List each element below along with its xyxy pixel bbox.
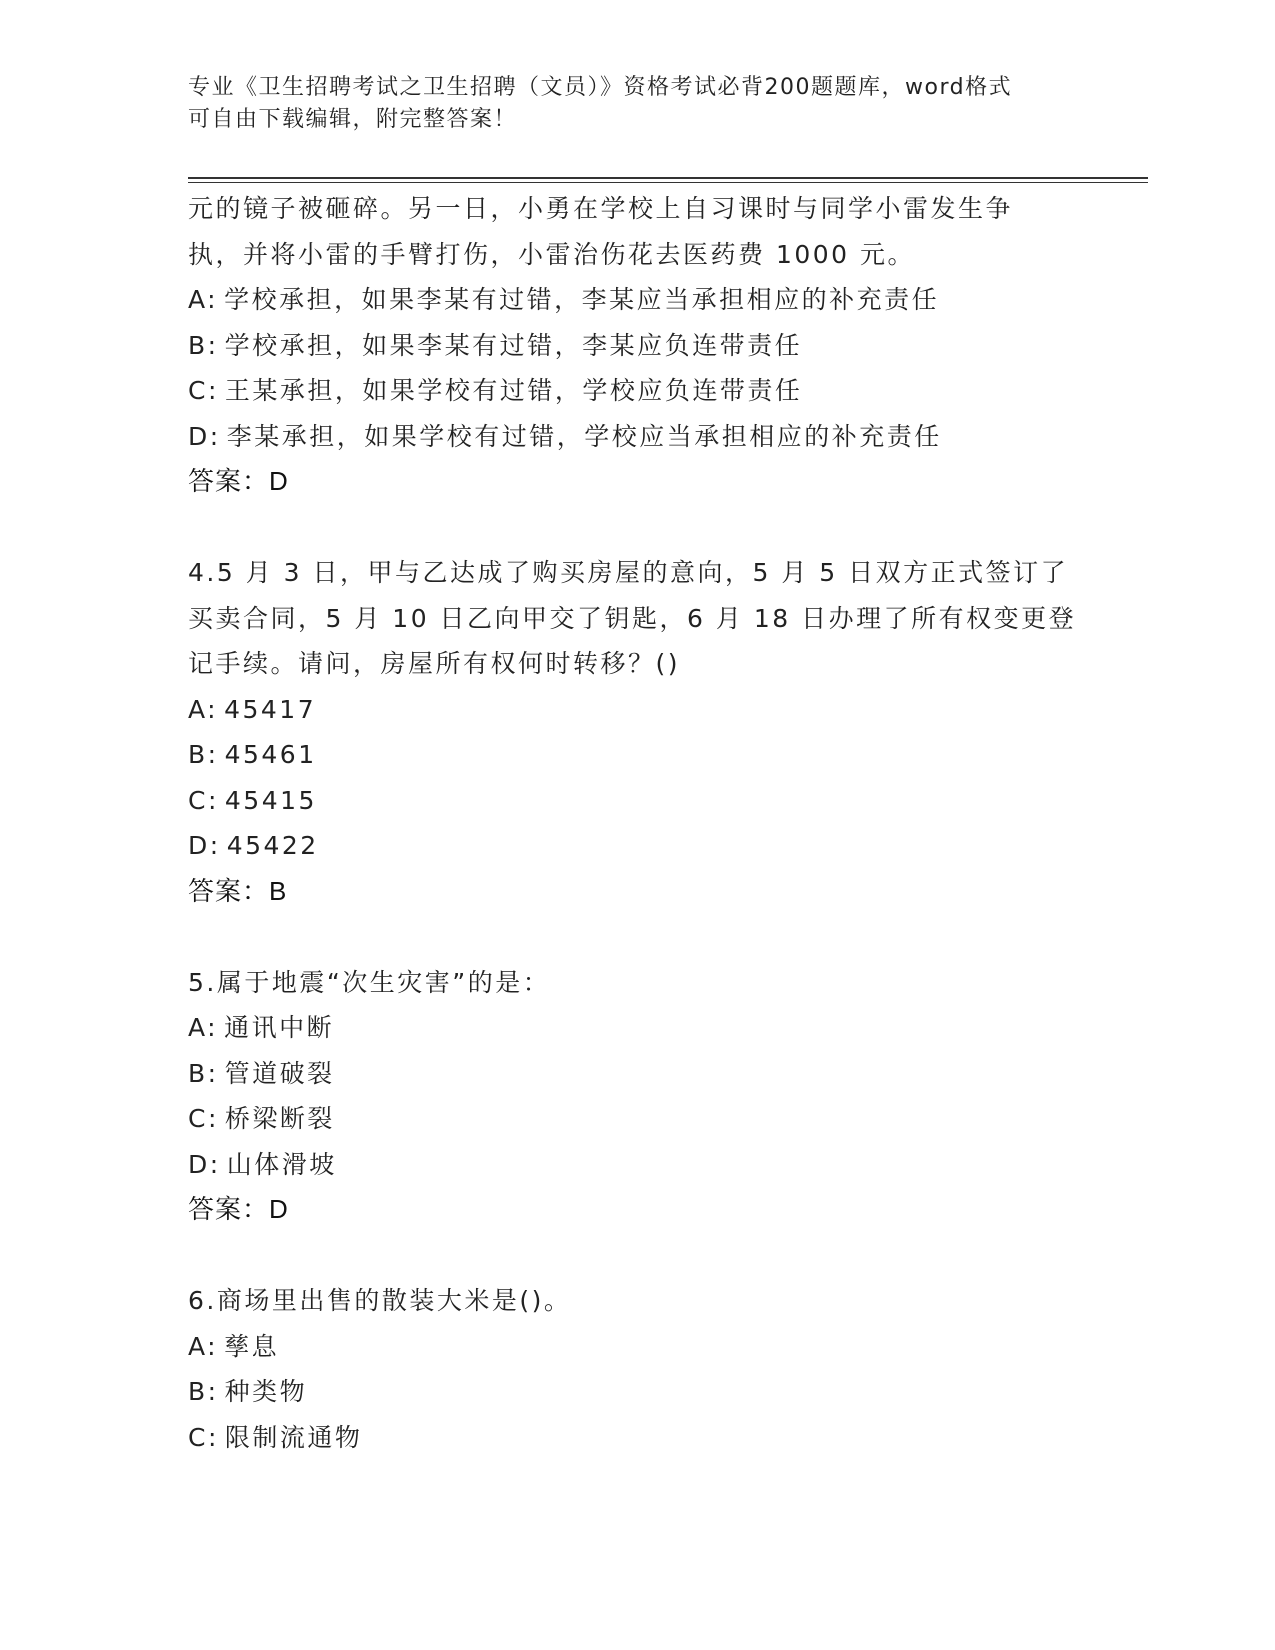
option-letter: C: <box>188 376 219 405</box>
spacer <box>188 914 1118 960</box>
option-text: 山体滑坡 <box>226 1149 337 1179</box>
option-letter: A: <box>188 285 219 314</box>
option-a <box>188 277 1118 323</box>
option-a <box>188 687 1118 733</box>
option-b <box>188 323 1118 369</box>
question-6 <box>188 1278 1118 1460</box>
option-text: 李某承担，如果学校有过错，学校应当承担相应的补充责任 <box>226 421 942 451</box>
option-b <box>188 1369 1118 1415</box>
option-text: 限制流通物 <box>224 1422 363 1452</box>
question-stem-line: 元的镜子被砸碎。另一日，小勇在学校上自习课时与同学小雷发生争 <box>188 194 1014 223</box>
option-text: 45417 <box>224 694 317 724</box>
answer-line: 答案：B <box>188 875 288 906</box>
option-letter: D: <box>188 421 221 451</box>
document-header <box>188 72 1088 136</box>
option-c <box>188 1096 1118 1142</box>
option-letter: B: <box>188 330 219 360</box>
option-text: 种类物 <box>224 1377 308 1406</box>
option-c <box>188 778 1118 824</box>
option-b <box>188 1051 1118 1097</box>
option-d <box>188 1142 1118 1188</box>
question-stem-line: 4.5 月 3 日，甲与乙达成了购买房屋的意向，5 月 5 日双方正式签订了 <box>188 558 1069 587</box>
header-divider <box>188 177 1148 183</box>
question-stem-line: 6.商场里出售的散装大米是()。 <box>188 1286 572 1315</box>
option-text: 王某承担，如果学校有过错，学校应负连带责任 <box>224 376 803 405</box>
option-letter: B: <box>188 740 219 769</box>
option-c <box>188 368 1118 414</box>
question-3 <box>188 186 1118 505</box>
option-letter: C: <box>188 1104 219 1133</box>
option-text: 管道破裂 <box>224 1058 335 1088</box>
option-d <box>188 823 1118 869</box>
option-letter: C: <box>188 1422 219 1452</box>
option-text: 学校承担，如果李某有过错，李某应当承担相应的补充责任 <box>224 285 940 314</box>
question-4 <box>188 550 1118 914</box>
option-a <box>188 1324 1118 1370</box>
question-stem-line: 记手续。请问，房屋所有权何时转移？() <box>188 649 681 678</box>
option-text: 桥梁断裂 <box>224 1104 335 1133</box>
question-stem-line: 5.属于地震“次生灾害”的是： <box>188 967 551 997</box>
option-text: 孳息 <box>224 1331 280 1361</box>
document-body <box>188 186 1118 1460</box>
spacer <box>188 505 1118 551</box>
option-text: 学校承担，如果李某有过错，李某应负连带责任 <box>224 330 803 360</box>
option-text: 45461 <box>224 740 317 769</box>
option-d <box>188 414 1118 460</box>
option-text: 通讯中断 <box>224 1013 335 1042</box>
question-stem-line: 买卖合同，5 月 10 日乙向甲交了钥匙，6 月 18 日办理了所有权变更登 <box>188 603 1077 633</box>
option-letter: D: <box>188 831 221 860</box>
option-text: 45422 <box>226 831 319 860</box>
option-letter: B: <box>188 1058 219 1088</box>
option-letter: A: <box>188 1013 219 1042</box>
option-letter: A: <box>188 694 219 724</box>
option-c <box>188 1415 1118 1461</box>
header-title-line-2: 可自由下载编辑，附完整答案！ <box>188 107 518 132</box>
question-5 <box>188 960 1118 1233</box>
option-a <box>188 1005 1118 1051</box>
option-letter: A: <box>188 1331 219 1361</box>
spacer <box>188 1233 1118 1279</box>
question-stem-line: 执，并将小雷的手臂打伤，小雷治伤花去医药费 1000 元。 <box>188 239 916 269</box>
answer-line: 答案：D <box>188 466 289 496</box>
option-letter: C: <box>188 785 219 815</box>
option-letter: D: <box>188 1149 221 1179</box>
option-b <box>188 732 1118 778</box>
option-text: 45415 <box>224 785 317 815</box>
option-letter: B: <box>188 1377 219 1406</box>
header-title-line-1: 专业《卫生招聘考试之卫生招聘（文员）》资格考试必背200题题库，word格式 <box>188 75 1013 100</box>
answer-line: 答案：D <box>188 1194 289 1224</box>
